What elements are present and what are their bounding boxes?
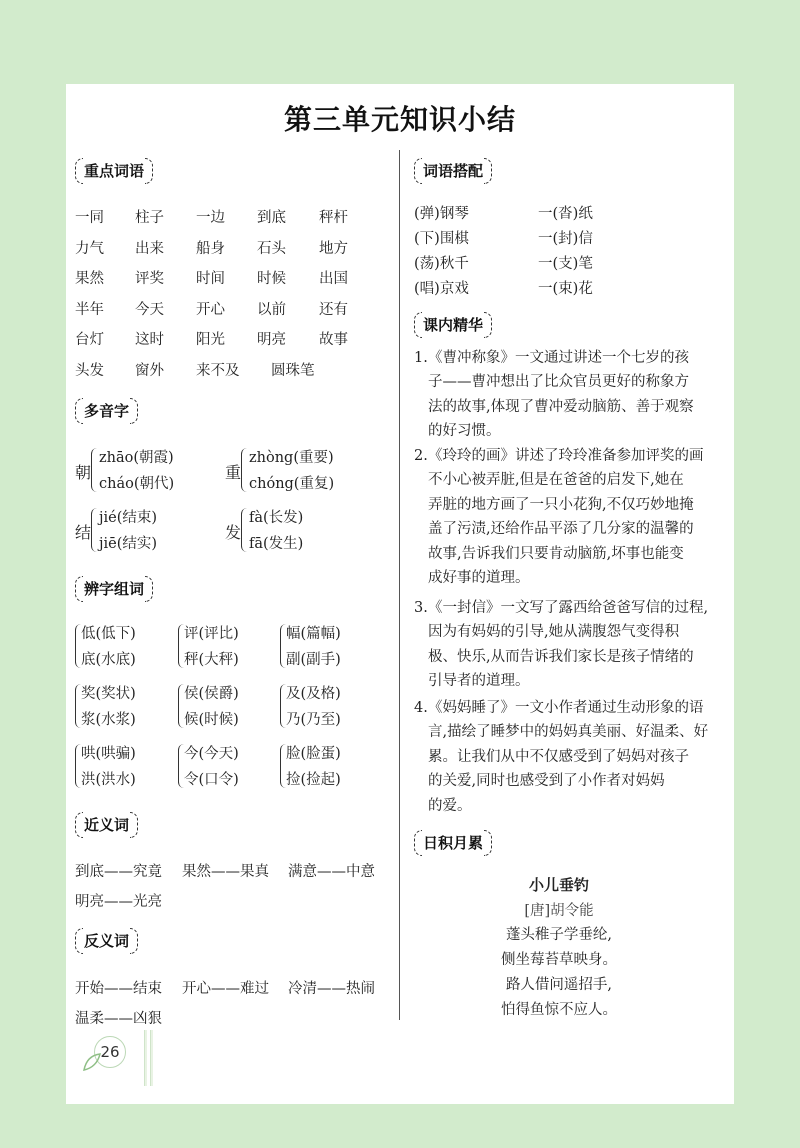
section-synonyms: 近义词 — [75, 812, 138, 838]
polyphone-char: 发 — [225, 523, 242, 542]
section-highlights: 课内精华 — [414, 312, 492, 338]
distinguish-word: 乃(乃至) — [286, 712, 341, 728]
word: 窗外 — [135, 362, 164, 379]
collocation-item: 一(封)信 — [538, 231, 593, 247]
distinguish-word: 及(及格) — [286, 686, 341, 702]
distinguish-word: 低(低下) — [81, 626, 136, 642]
polyphone-reading: cháo(朝代) — [99, 476, 175, 492]
page-number: 26 — [94, 1036, 126, 1068]
word: 一边 — [196, 210, 225, 226]
highlight-item — [414, 696, 720, 818]
collocation-item: (下)围棋 — [414, 231, 469, 247]
distinguish-word: 洪(洪水) — [81, 772, 136, 788]
brace — [241, 508, 248, 552]
item-line: 累。让我们从中不仅感受到了妈妈对孩子 — [428, 748, 689, 765]
section-antonyms: 反义词 — [75, 928, 138, 954]
distinguish-word: 浆(水浆) — [81, 712, 136, 728]
polyphone-char: 重 — [225, 463, 242, 482]
word: 还有 — [319, 301, 348, 318]
poem-line: 侧坐莓苔草映身。 — [501, 952, 617, 968]
word: 时间 — [196, 271, 225, 287]
poem-line: 蓬头稚子学垂纶, — [505, 927, 613, 943]
item-line: 引导者的道理。 — [428, 673, 530, 690]
highlight-item — [414, 596, 720, 694]
distinguish-word: 底(水底) — [81, 652, 136, 668]
collocation-item: 一(支)笔 — [538, 256, 593, 272]
polyphone-char: 朝 — [75, 463, 92, 482]
word: 故事 — [319, 332, 348, 348]
decor-line — [150, 1030, 153, 1086]
word: 台灯 — [75, 332, 104, 348]
highlight-item — [414, 346, 720, 444]
polyphone-reading: fā(发生) — [249, 536, 304, 552]
brace — [241, 448, 248, 492]
synonym-pair: 果然——果真 — [182, 864, 269, 880]
word: 圆珠笔 — [271, 362, 315, 379]
item-line: 法的故事,体现了曹冲爱动脑筋、善于观察 — [428, 398, 694, 415]
distinguish-word: 哄(哄骗) — [81, 746, 136, 762]
collocation-item: 一(束)花 — [538, 281, 593, 297]
distinguish-word: 奖(奖状) — [81, 686, 136, 702]
polyphone-reading: jiē(结实) — [99, 536, 158, 552]
page-title: 第三单元知识小结 — [283, 103, 516, 136]
polyphone-reading: jié(结束) — [99, 510, 158, 526]
antonym-pair: 冷清——热闹 — [288, 981, 375, 997]
item-number: 1. — [414, 350, 428, 366]
word: 出来 — [135, 240, 164, 257]
item-line: 《一封信》一文写了露西给爸爸写信的过程, — [428, 600, 709, 616]
polyphone-reading: fà(长发) — [249, 510, 304, 526]
polyphone-reading: zhāo(朝霞) — [99, 450, 174, 466]
word: 头发 — [75, 362, 104, 379]
word: 到底 — [257, 210, 286, 226]
word: 明亮 — [257, 332, 286, 348]
word: 阳光 — [196, 332, 225, 348]
item-line: 故事,告诉我们只要肯动脑筋,坏事也能变 — [428, 545, 684, 562]
collocation-item: (荡)秋千 — [414, 256, 469, 272]
word: 以前 — [257, 301, 286, 318]
distinguish-word: 令(口令) — [184, 772, 239, 788]
word: 这时 — [135, 332, 164, 348]
brace — [91, 448, 98, 492]
distinguish-word: 今(今天) — [184, 746, 239, 762]
distinguish-word: 脸(脸蛋) — [286, 746, 341, 762]
polyphone-reading: chóng(重复) — [249, 476, 335, 492]
poem-line: 路人借问遥招手, — [505, 977, 613, 993]
distinguish-word: 幅(篇幅) — [286, 626, 341, 642]
word: 船身 — [196, 240, 225, 257]
item-number: 4. — [414, 700, 428, 716]
brace — [91, 508, 98, 552]
item-line: 盖了污渍,还给作品平添了几分家的温馨的 — [428, 521, 694, 538]
item-line: 《玲玲的画》讲述了玲玲准备参加评奖的画 — [428, 448, 704, 464]
word: 出国 — [319, 271, 348, 287]
item-line: 言,描绘了睡梦中的妈妈真美丽、好温柔、好 — [428, 724, 709, 741]
item-line: 《妈妈睡了》一文小作者通过生动形象的语 — [428, 700, 704, 716]
item-line: 《曹冲称象》一文通过讲述一个七岁的孩 — [428, 350, 689, 366]
distinguish-word: 候(时候) — [184, 712, 239, 728]
polyphone-char: 结 — [75, 523, 92, 542]
antonym-pair: 开始——结束 — [75, 981, 162, 997]
poem-title: 小儿垂钓 — [528, 876, 589, 894]
collocation-item: 一(沓)纸 — [538, 206, 593, 222]
highlight-item — [414, 444, 720, 590]
item-number: 2. — [414, 448, 428, 464]
item-line: 不小心被弄脏,但是在爸爸的启发下,她在 — [428, 472, 684, 489]
item-line: 因为有妈妈的引导,她从满腹怨气变得积 — [428, 624, 680, 641]
item-line: 的爱。 — [428, 797, 472, 814]
distinguish-word: 侯(侯爵) — [184, 686, 239, 702]
word: 半年 — [75, 301, 104, 318]
section-daily: 日积月累 — [414, 830, 492, 856]
item-number: 3. — [414, 600, 428, 616]
collocation-item: (唱)京戏 — [414, 281, 469, 297]
word: 秤杆 — [319, 210, 348, 226]
word: 来不及 — [196, 362, 240, 379]
word: 柱子 — [135, 210, 164, 226]
word: 地方 — [319, 240, 348, 257]
word: 力气 — [75, 240, 104, 257]
word: 开心 — [196, 301, 225, 318]
decor-line — [144, 1030, 147, 1086]
word: 评奖 — [135, 271, 164, 287]
distinguish-word: 捡(捡起) — [286, 772, 341, 788]
synonym-pair: 到底——究竟 — [75, 864, 162, 880]
distinguish-word: 秤(大秤) — [184, 652, 239, 668]
section-polyphones: 多音字 — [75, 398, 138, 424]
word: 一同 — [75, 210, 104, 226]
word: 今天 — [135, 301, 164, 318]
poem-line: 怕得鱼惊不应人。 — [501, 1002, 617, 1018]
polyphone-reading: zhòng(重要) — [249, 450, 334, 466]
item-line: 弄脏的地方画了一只小花狗,不仅巧妙地掩 — [428, 496, 694, 513]
synonym-pair: 明亮——光亮 — [75, 894, 162, 910]
item-line: 成好事的道理。 — [428, 570, 530, 587]
distinguish-word: 副(副手) — [286, 652, 341, 668]
item-line: 子——曹冲想出了比众官员更好的称象方 — [428, 374, 689, 391]
distinguish-word: 评(评比) — [184, 626, 239, 642]
leaf-icon — [82, 1052, 102, 1072]
section-collocation: 词语搭配 — [414, 158, 492, 184]
item-line: 极、快乐,从而告诉我们家长是孩子情绪的 — [428, 648, 694, 665]
item-line: 的关爱,同时也感受到了小作者对妈妈 — [428, 773, 665, 790]
word: 果然 — [75, 271, 104, 287]
word: 石头 — [257, 240, 286, 257]
item-line: 的好习惯。 — [428, 423, 501, 440]
poem-author: [唐]胡令能 — [524, 903, 594, 919]
synonym-pair: 满意——中意 — [288, 864, 375, 880]
word: 时候 — [257, 271, 286, 287]
section-key-words: 重点词语 — [75, 158, 153, 184]
antonym-pair: 开心——难过 — [182, 981, 269, 997]
collocation-item: (弹)钢琴 — [414, 206, 469, 222]
column-divider — [399, 150, 400, 1020]
antonym-pair: 温柔——凶狠 — [75, 1011, 162, 1027]
section-distinguish: 辨字组词 — [75, 576, 153, 602]
